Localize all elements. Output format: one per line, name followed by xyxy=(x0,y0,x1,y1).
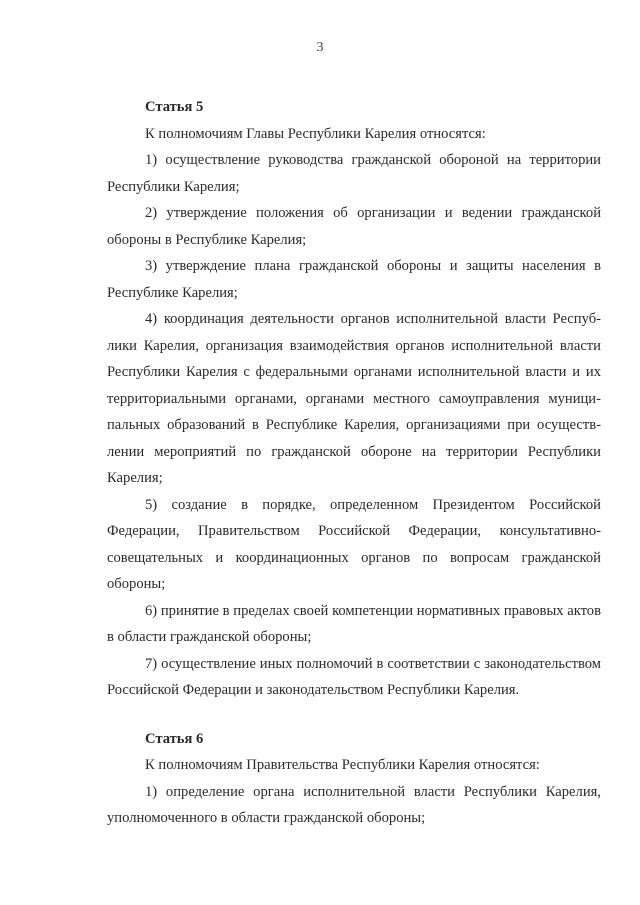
article-title: Статья 6 xyxy=(145,730,204,747)
article-5 xyxy=(107,94,601,704)
list-item: 5) создание в порядке, определенном Президентом Российской Федерации, Правительством Российской Федерации, консультативно-совещательных и координационных органов по вопросам гражданской обороны; xyxy=(107,496,601,592)
list-item: 7) осуществление иных полномочий в соответствии с законодательством Российской Федерации и законодательством Республики Карелия. xyxy=(107,655,601,698)
document-body xyxy=(107,94,601,832)
article-title: Статья 5 xyxy=(145,99,204,115)
list-item: 2) утверждение положения об организации и ведении гражданской обороны в Республике Карелия; xyxy=(107,205,601,248)
list-item: 1) осуществление руководства гражданской обороной на территории Республики Карелия; xyxy=(107,152,601,195)
list-item: 4) координация деятельности органов исполнительной власти Республики Карелия, организация взаимодействия органов исполнительной власти Республики Карелия с федеральными органами исполнительной власти и их территориальными органами, органами местного самоуправления муниципальных образований в Республике Карелия, организациями при осуществлении мероприятий по гражданской обороне на территории Республики Карелия; xyxy=(107,311,601,486)
list-item: 3) утверждение плана гражданской обороны и защиты населения в Республике Карелия; xyxy=(107,258,601,301)
article-intro: К полномочиям Правительства Республики Карелия относятся: xyxy=(145,757,540,773)
article-intro: К полномочиям Главы Республики Карелия относятся: xyxy=(145,125,486,142)
list-item: 6) принятие в пределах своей компетенции нормативных правовых актов в области гражданской обороны; xyxy=(107,602,601,645)
list-item: 1) определение органа исполнительной власти Республики Карелия, уполномоченного в области гражданской обороны; xyxy=(107,783,601,826)
article-6 xyxy=(107,726,601,832)
page-number: 3 xyxy=(316,40,324,55)
